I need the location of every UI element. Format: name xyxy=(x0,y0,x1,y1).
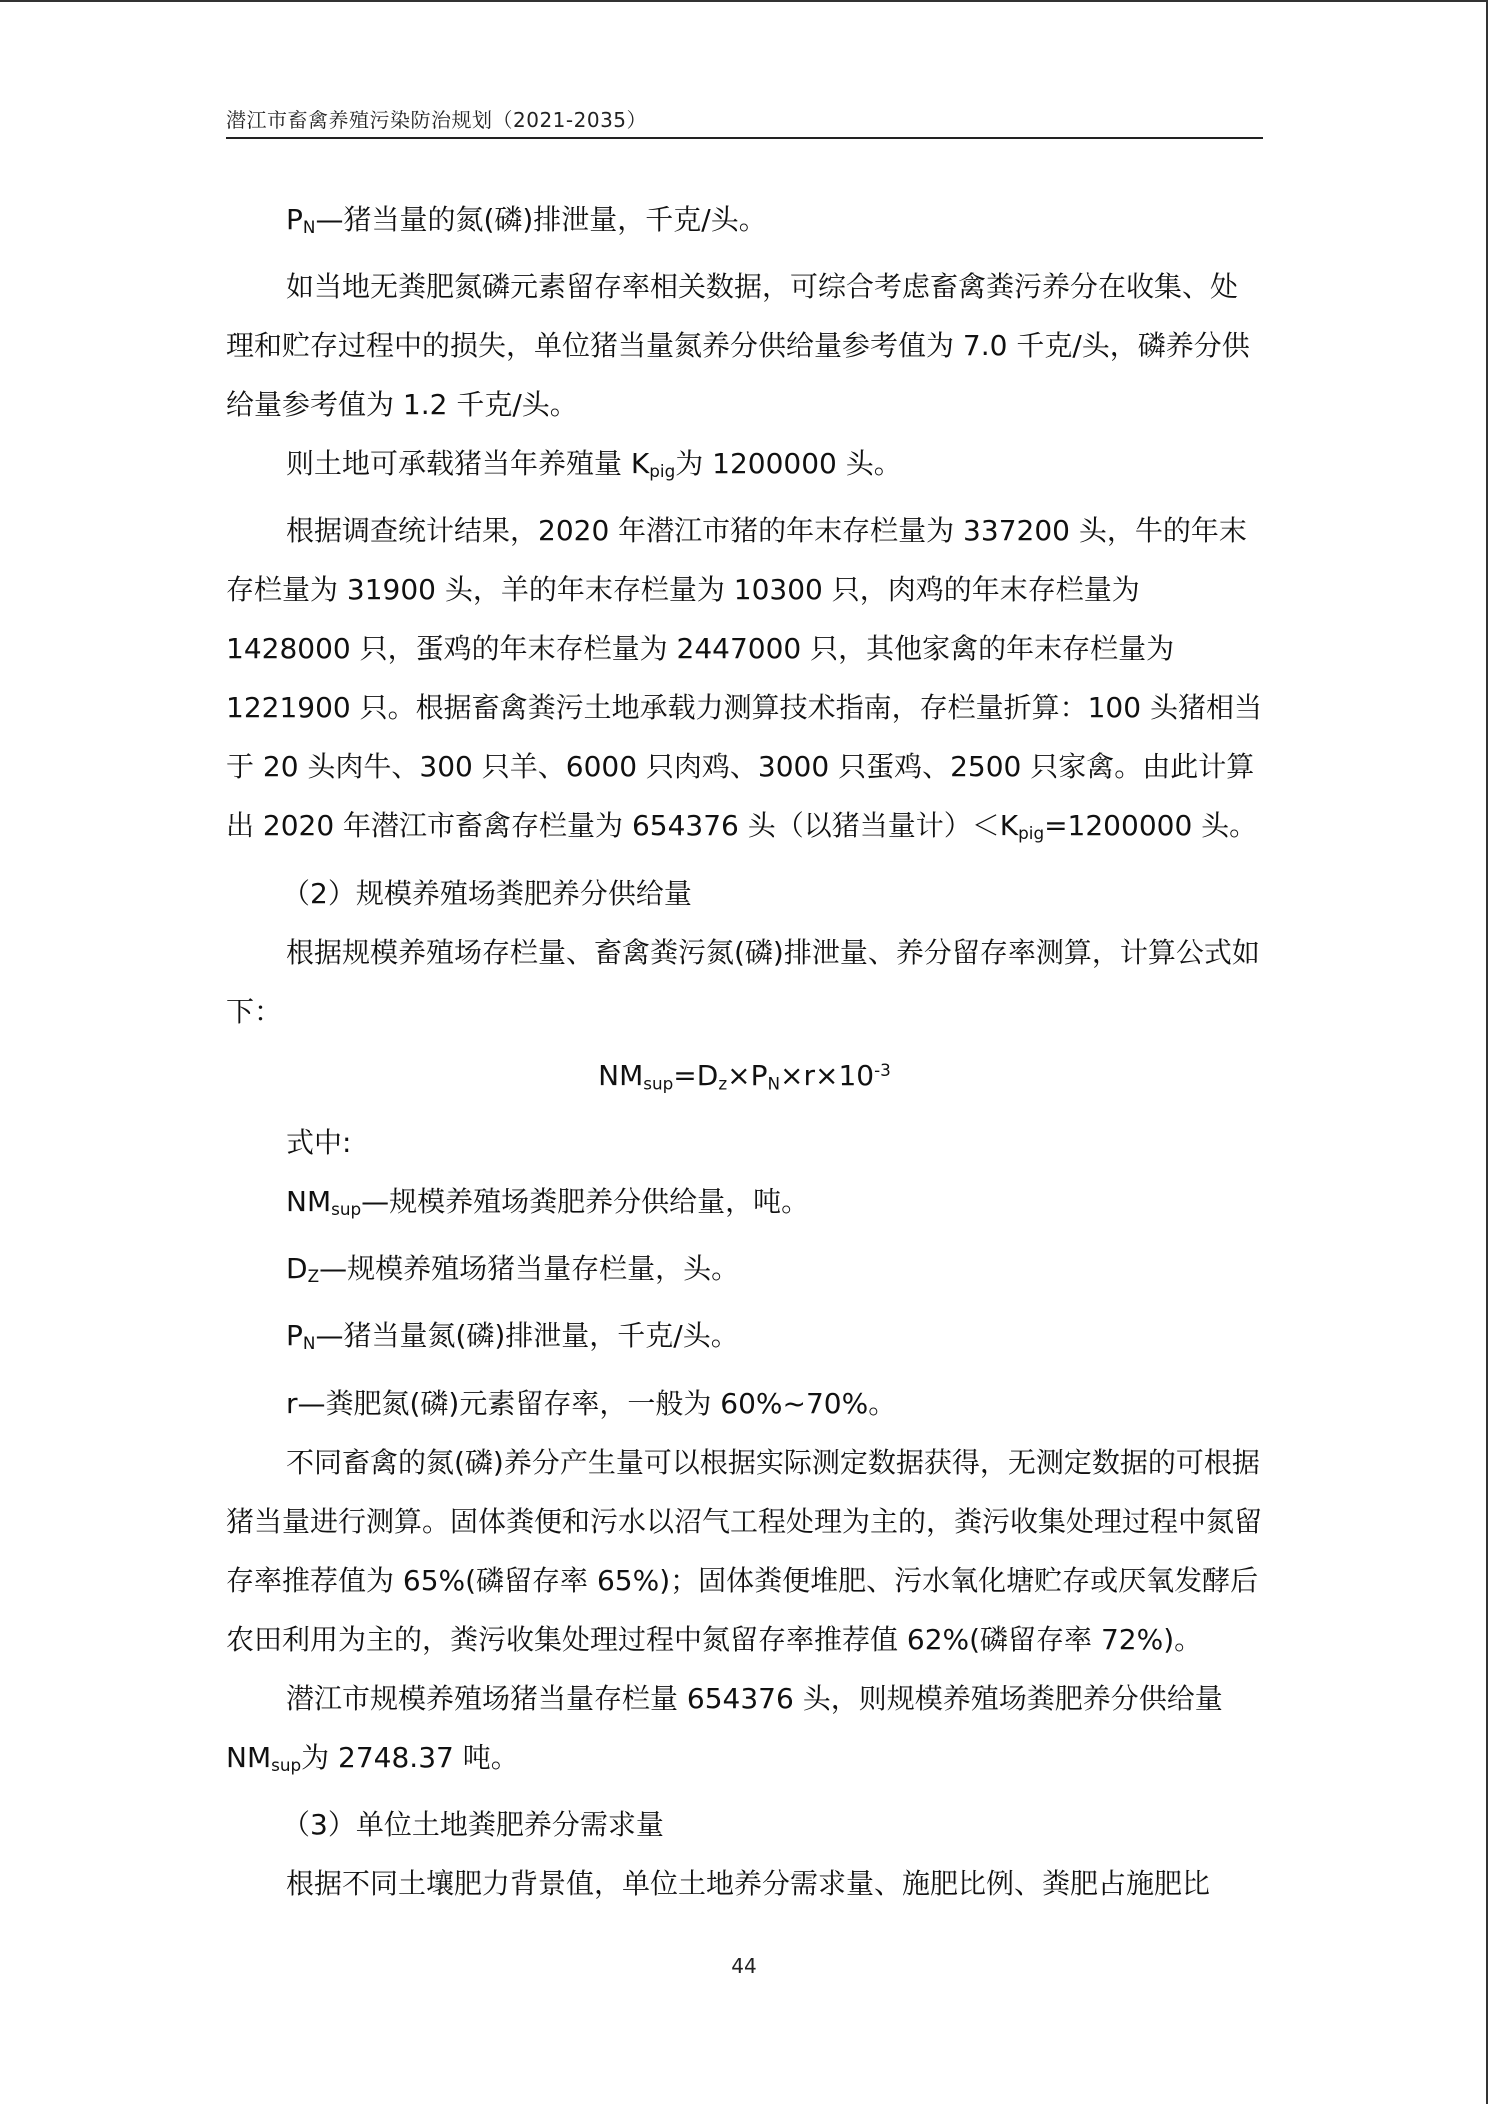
var-description: —猪当量氮(磷)排泄量，千克/头。 xyxy=(315,1319,739,1353)
var-name: D xyxy=(286,1252,308,1286)
paragraph-pn-definition xyxy=(226,190,1263,257)
text-run: 则土地可承载猪当年养殖量 K xyxy=(286,447,650,481)
text-run: 为 1200000 头。 xyxy=(675,447,902,481)
section-heading-2: （2）规模养殖场粪肥养分供给量 xyxy=(282,876,692,910)
var-description: —猪当量的氮(磷)排泄量，千克/头。 xyxy=(315,203,767,236)
var-name: NM xyxy=(286,1184,332,1218)
text-run: 为 2748.37 吨。 xyxy=(301,1740,519,1774)
formula-term: ×P xyxy=(727,1058,768,1092)
var-name: P xyxy=(286,1319,303,1353)
paragraph-retention-rates: 不同畜禽的氮(磷)养分产生量可以根据实际测定数据获得，无测定数据的可根据猪当量进行测算。固体粪便和污水以沼气工程处理为主的，粪污收集处理过程中氮留存率推荐值为 65%(磷留存率 65%)；固体粪便堆肥、污水氧化塘贮存或厌氧发酵后农田利用为主的，粪污收集处理过程中氮留存率推荐值 62%(磷留存率 72%)。 xyxy=(226,1445,1263,1656)
formula xyxy=(226,1041,1263,1113)
subscript: pig xyxy=(1018,823,1045,844)
var-description: —规模养殖场粪肥养分供给量，吨。 xyxy=(361,1184,810,1218)
var-subscript: Z xyxy=(307,1266,320,1287)
formula-term: ×r×10 xyxy=(780,1058,875,1092)
text-run: 潜江市规模养殖场猪当量存栏量 654376 头，则规模养殖场粪肥养分供给量 NM xyxy=(226,1681,1223,1774)
formula-subscript: sup xyxy=(643,1072,674,1093)
paragraph-reference-values: 如当地无粪肥氮磷元素留存率相关数据，可综合考虑畜禽粪污养分在收集、处理和贮存过程中的损失，单位猪当量氮养分供给量参考值为 7.0 千克/头，磷养分供给量参考值为 1.2 千克/头。 xyxy=(226,270,1250,422)
text-run: 根据调查统计结果，2020 年潜江市猪的年末存栏量为 337200 头，牛的年末存栏量为 31900 头，羊的年末存栏量为 10300 只，肉鸡的年末存栏量为 1428000 只，蛋鸡的年末存栏量为 2447000 只，其他家禽的年末存栏量为 1221900 只。根据畜禽粪污土地承载力测算技术指南，存栏量折算：100 头猪相当于 20 头肉牛、300 只羊、6000 只肉鸡、3000 只蛋鸡、2500 只家禽。由此计算出 2020 年潜江市畜禽存栏量为 654376 头（以猪当量计）＜K xyxy=(226,514,1262,843)
formula-subscript: z xyxy=(718,1072,728,1093)
formula-superscript: -3 xyxy=(874,1059,891,1080)
var-subscript: N xyxy=(302,217,316,238)
paragraph-demand-intro: 根据不同土壤肥力背景值，单位土地养分需求量、施肥比例、粪肥占施肥比 xyxy=(286,1866,1211,1900)
formula-subscript: N xyxy=(767,1072,781,1093)
running-header: 潜江市畜禽养殖污染防治规划（2021-2035） xyxy=(226,108,648,132)
section-heading-3: （3）单位土地粪肥养分需求量 xyxy=(282,1807,664,1841)
formula-term: =D xyxy=(673,1058,719,1092)
paragraph-supply-result xyxy=(226,1669,1263,1795)
subscript: pig xyxy=(649,461,676,482)
subscript: sup xyxy=(271,1754,302,1775)
paragraph-where: 式中: xyxy=(286,1125,352,1159)
document-body xyxy=(226,190,1263,1913)
text-run: =1200000 头。 xyxy=(1044,809,1258,843)
page-border-top xyxy=(0,0,1488,2)
var-description: —规模养殖场猪当量存栏量，头。 xyxy=(319,1252,740,1286)
definition-r: r—粪肥氮(磷)元素留存率，一般为 60%~70%。 xyxy=(286,1386,897,1420)
page-number: 44 xyxy=(731,1954,757,1978)
paragraph-livestock-stats xyxy=(226,501,1263,863)
var-subscript: N xyxy=(302,1333,316,1354)
definition-nmsup xyxy=(226,1172,1263,1239)
formula-term: NM xyxy=(598,1058,644,1092)
definition-dz xyxy=(226,1239,1263,1306)
paragraph-formula-intro: 根据规模养殖场存栏量、畜禽粪污氮(磷)排泄量、养分留存率测算，计算公式如下： xyxy=(226,935,1260,1028)
paragraph-kpig xyxy=(226,434,1263,501)
var-subscript: sup xyxy=(331,1199,362,1220)
var-name: P xyxy=(286,203,303,236)
header-rule xyxy=(226,137,1263,139)
definition-pn xyxy=(226,1306,1263,1373)
